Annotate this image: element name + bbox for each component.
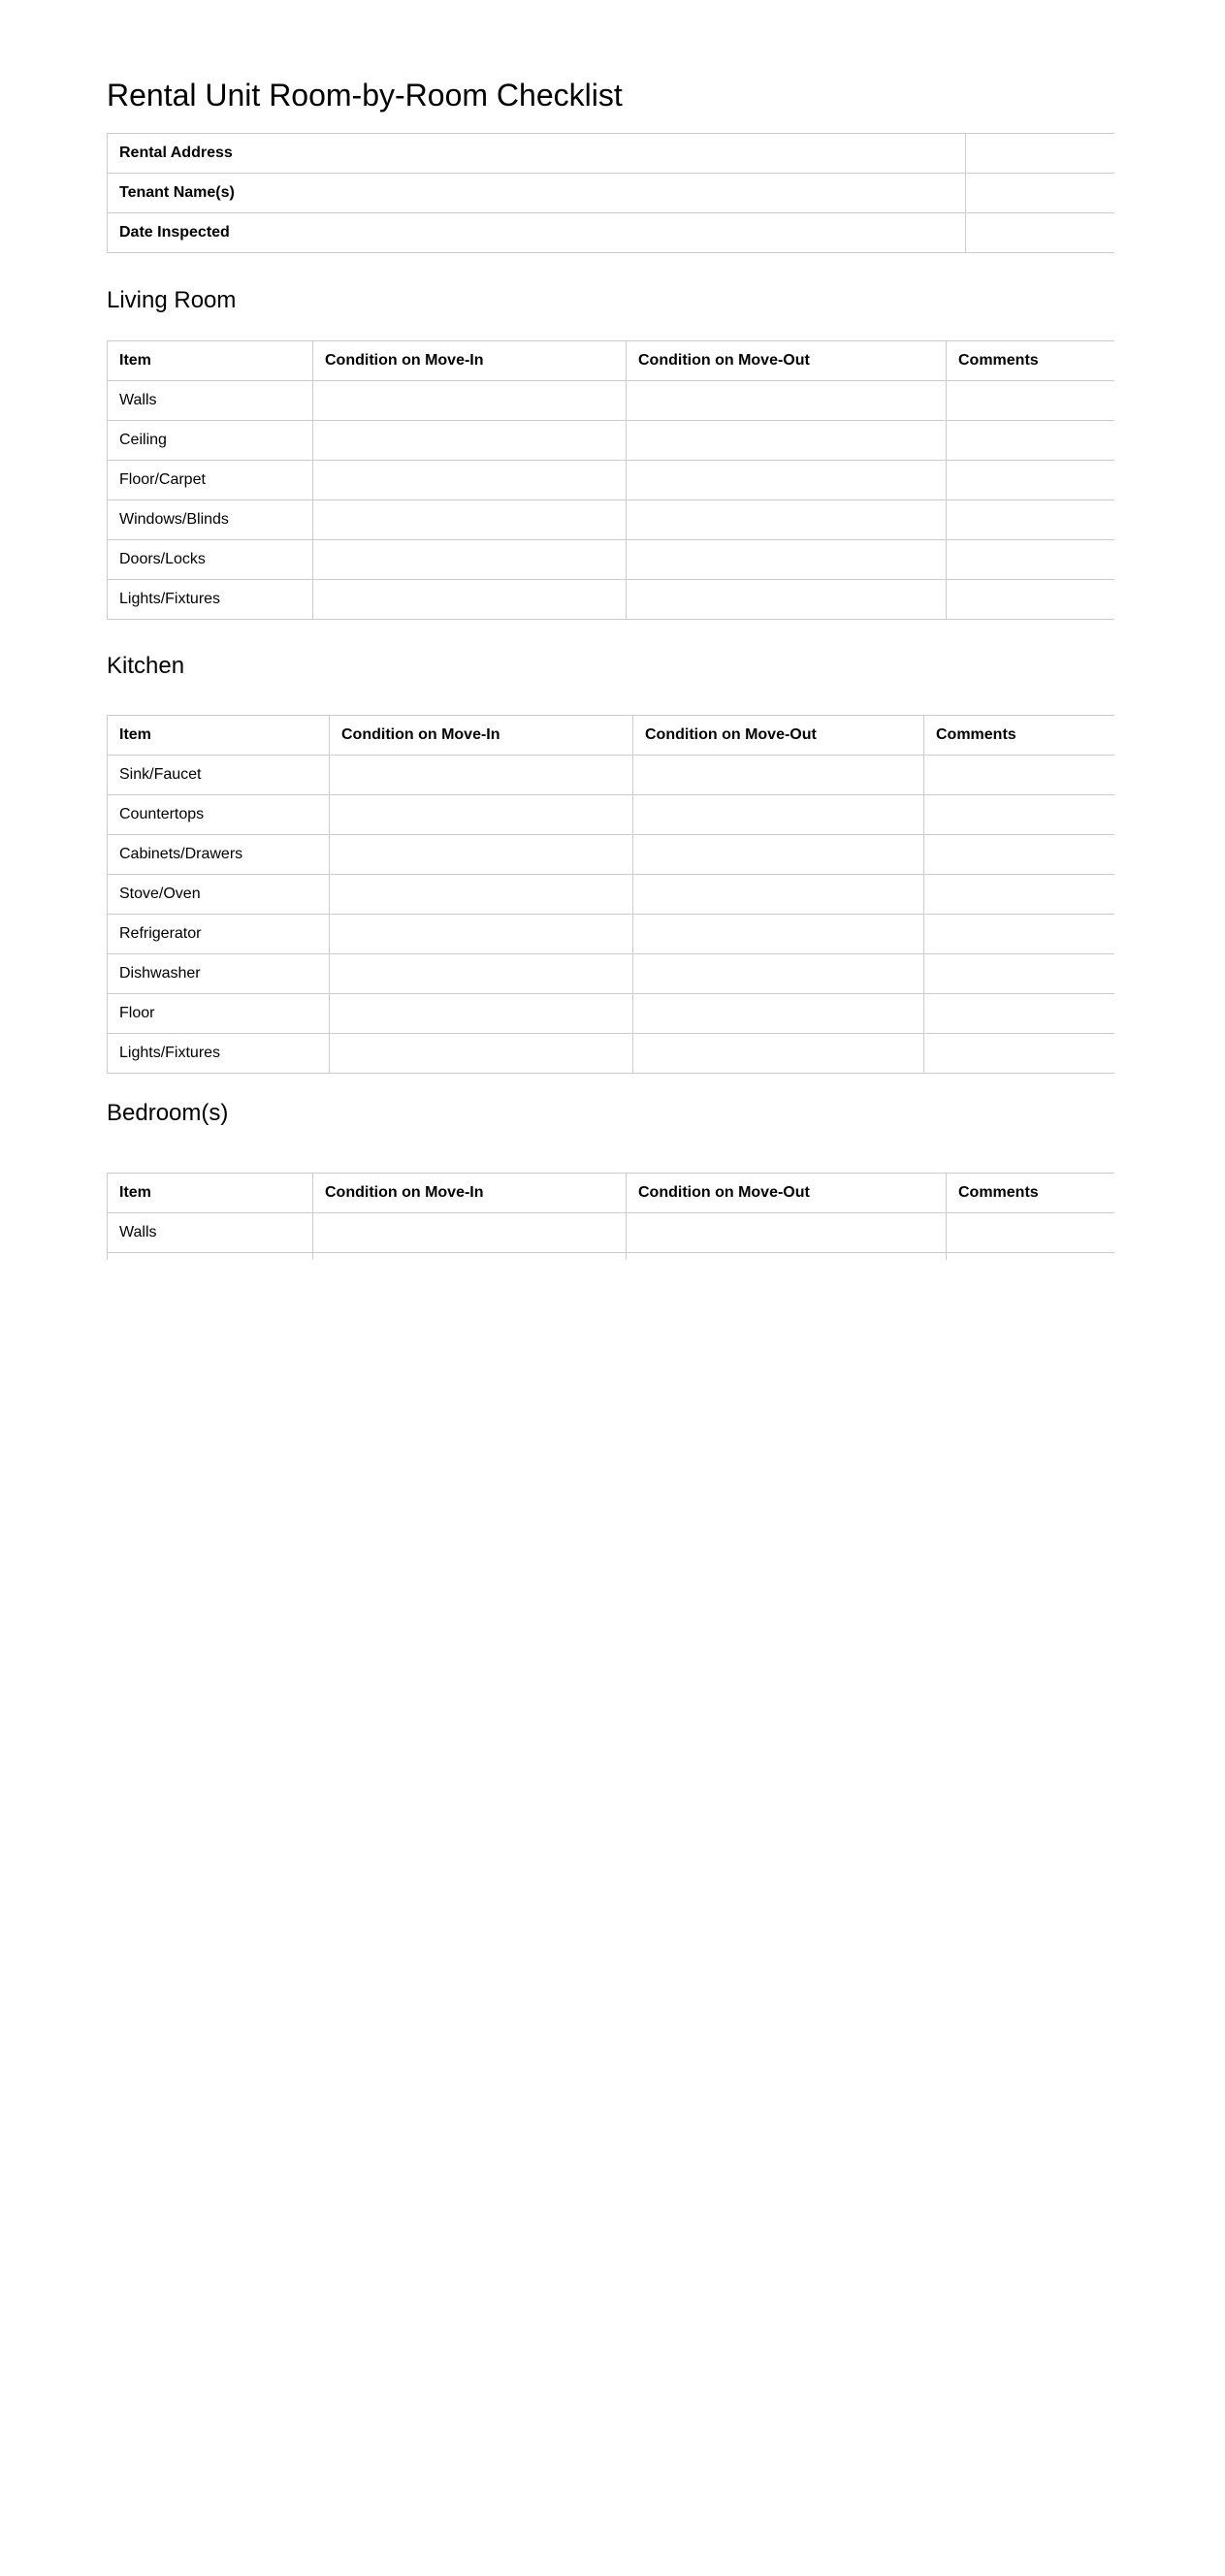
- table-row: [108, 1034, 1115, 1074]
- item-name: Dishwasher: [108, 954, 330, 994]
- move-in-condition-cell[interactable]: [313, 461, 627, 500]
- table-row: [108, 500, 1115, 540]
- item-name: Cabinets/Drawers: [108, 835, 330, 875]
- move-out-condition-cell[interactable]: [633, 875, 924, 915]
- living-room-table: [107, 340, 1114, 620]
- date-inspected-label: Date Inspected: [108, 213, 966, 253]
- column-header-move-out: Condition on Move-Out: [627, 1174, 947, 1213]
- comments-cell[interactable]: [924, 954, 1115, 994]
- item-name: Sink/Faucet: [108, 756, 330, 795]
- column-header-comments: Comments: [947, 341, 1115, 381]
- move-out-condition-cell[interactable]: [633, 954, 924, 994]
- column-header-move-out: Condition on Move-Out: [633, 716, 924, 756]
- move-in-condition-cell[interactable]: [313, 580, 627, 620]
- table-row: [108, 461, 1115, 500]
- comments-cell[interactable]: [947, 580, 1115, 620]
- table-row: [108, 580, 1115, 620]
- move-out-condition-cell[interactable]: [633, 915, 924, 954]
- tenant-names-field[interactable]: [966, 174, 1115, 213]
- table-row: [108, 540, 1115, 580]
- bedrooms-table: [107, 1173, 1114, 1260]
- table-row: [108, 875, 1115, 915]
- move-out-condition-cell[interactable]: [627, 421, 947, 461]
- page-title: Rental Unit Room-by-Room Checklist: [107, 78, 623, 113]
- item-name: [108, 1253, 313, 1261]
- move-in-condition-cell[interactable]: [330, 875, 633, 915]
- comments-cell[interactable]: [947, 540, 1115, 580]
- table-header-row: [108, 1174, 1115, 1213]
- table-row: [108, 381, 1115, 421]
- item-name: Lights/Fixtures: [108, 580, 313, 620]
- move-out-condition-cell[interactable]: [633, 994, 924, 1034]
- kitchen-table: [107, 715, 1114, 1074]
- item-name: Windows/Blinds: [108, 500, 313, 540]
- move-in-condition-cell[interactable]: [313, 1213, 627, 1253]
- move-out-condition-cell[interactable]: [627, 381, 947, 421]
- rental-address-label: Rental Address: [108, 134, 966, 174]
- comments-cell[interactable]: [924, 875, 1115, 915]
- move-in-condition-cell[interactable]: [313, 540, 627, 580]
- item-name: Refrigerator: [108, 915, 330, 954]
- date-inspected-field[interactable]: [966, 213, 1115, 253]
- move-out-condition-cell[interactable]: [627, 1253, 947, 1261]
- comments-cell[interactable]: [947, 500, 1115, 540]
- column-header-move-out: Condition on Move-Out: [627, 341, 947, 381]
- column-header-move-in: Condition on Move-In: [313, 341, 627, 381]
- table-header-row: [108, 716, 1115, 756]
- comments-cell[interactable]: [924, 1034, 1115, 1074]
- move-in-condition-cell[interactable]: [330, 954, 633, 994]
- move-in-condition-cell[interactable]: [330, 795, 633, 835]
- move-in-condition-cell[interactable]: [330, 915, 633, 954]
- comments-cell[interactable]: [947, 461, 1115, 500]
- column-header-item: Item: [108, 716, 330, 756]
- table-header-row: [108, 341, 1115, 381]
- move-in-condition-cell[interactable]: [330, 835, 633, 875]
- move-in-condition-cell[interactable]: [330, 756, 633, 795]
- column-header-move-in: Condition on Move-In: [313, 1174, 627, 1213]
- rental-address-field[interactable]: [966, 134, 1115, 174]
- comments-cell[interactable]: [924, 756, 1115, 795]
- item-name: Ceiling: [108, 421, 313, 461]
- section-title-living-room: Living Room: [107, 287, 237, 313]
- section-title-kitchen: Kitchen: [107, 653, 185, 679]
- item-name: Walls: [108, 1213, 313, 1253]
- move-out-condition-cell[interactable]: [633, 756, 924, 795]
- move-in-condition-cell[interactable]: [330, 994, 633, 1034]
- rental-info-table: [107, 133, 1114, 253]
- item-name: Stove/Oven: [108, 875, 330, 915]
- item-name: Countertops: [108, 795, 330, 835]
- column-header-comments: Comments: [947, 1174, 1115, 1213]
- move-out-condition-cell[interactable]: [627, 500, 947, 540]
- comments-cell[interactable]: [924, 915, 1115, 954]
- comments-cell[interactable]: [947, 421, 1115, 461]
- move-out-condition-cell[interactable]: [633, 795, 924, 835]
- comments-cell[interactable]: [947, 1253, 1115, 1261]
- move-in-condition-cell[interactable]: [313, 500, 627, 540]
- table-row: [108, 756, 1115, 795]
- move-out-condition-cell[interactable]: [627, 580, 947, 620]
- comments-cell[interactable]: [924, 994, 1115, 1034]
- table-row: [108, 421, 1115, 461]
- move-in-condition-cell[interactable]: [313, 1253, 627, 1261]
- column-header-move-in: Condition on Move-In: [330, 716, 633, 756]
- info-row-rental-address: [108, 134, 1115, 174]
- item-name: Lights/Fixtures: [108, 1034, 330, 1074]
- table-row: [108, 1213, 1115, 1253]
- column-header-item: Item: [108, 1174, 313, 1213]
- comments-cell[interactable]: [947, 1213, 1115, 1253]
- item-name: Floor/Carpet: [108, 461, 313, 500]
- move-out-condition-cell[interactable]: [627, 461, 947, 500]
- comments-cell[interactable]: [947, 381, 1115, 421]
- checklist-page: [107, 0, 1114, 1260]
- column-header-item: Item: [108, 341, 313, 381]
- move-out-condition-cell[interactable]: [627, 1213, 947, 1253]
- item-name: Floor: [108, 994, 330, 1034]
- comments-cell[interactable]: [924, 835, 1115, 875]
- move-out-condition-cell[interactable]: [627, 540, 947, 580]
- table-row: [108, 1253, 1115, 1261]
- move-in-condition-cell[interactable]: [330, 1034, 633, 1074]
- section-title-bedrooms: Bedroom(s): [107, 1100, 229, 1126]
- table-row: [108, 835, 1115, 875]
- info-row-tenant-names: [108, 174, 1115, 213]
- comments-cell[interactable]: [924, 795, 1115, 835]
- tenant-names-label: Tenant Name(s): [108, 174, 966, 213]
- item-name: Doors/Locks: [108, 540, 313, 580]
- item-name: Walls: [108, 381, 313, 421]
- table-row: [108, 795, 1115, 835]
- move-in-condition-cell[interactable]: [313, 421, 627, 461]
- move-in-condition-cell[interactable]: [313, 381, 627, 421]
- table-row: [108, 994, 1115, 1034]
- move-out-condition-cell[interactable]: [633, 1034, 924, 1074]
- info-row-date-inspected: [108, 213, 1115, 253]
- move-out-condition-cell[interactable]: [633, 835, 924, 875]
- table-row: [108, 954, 1115, 994]
- table-row: [108, 915, 1115, 954]
- column-header-comments: Comments: [924, 716, 1115, 756]
